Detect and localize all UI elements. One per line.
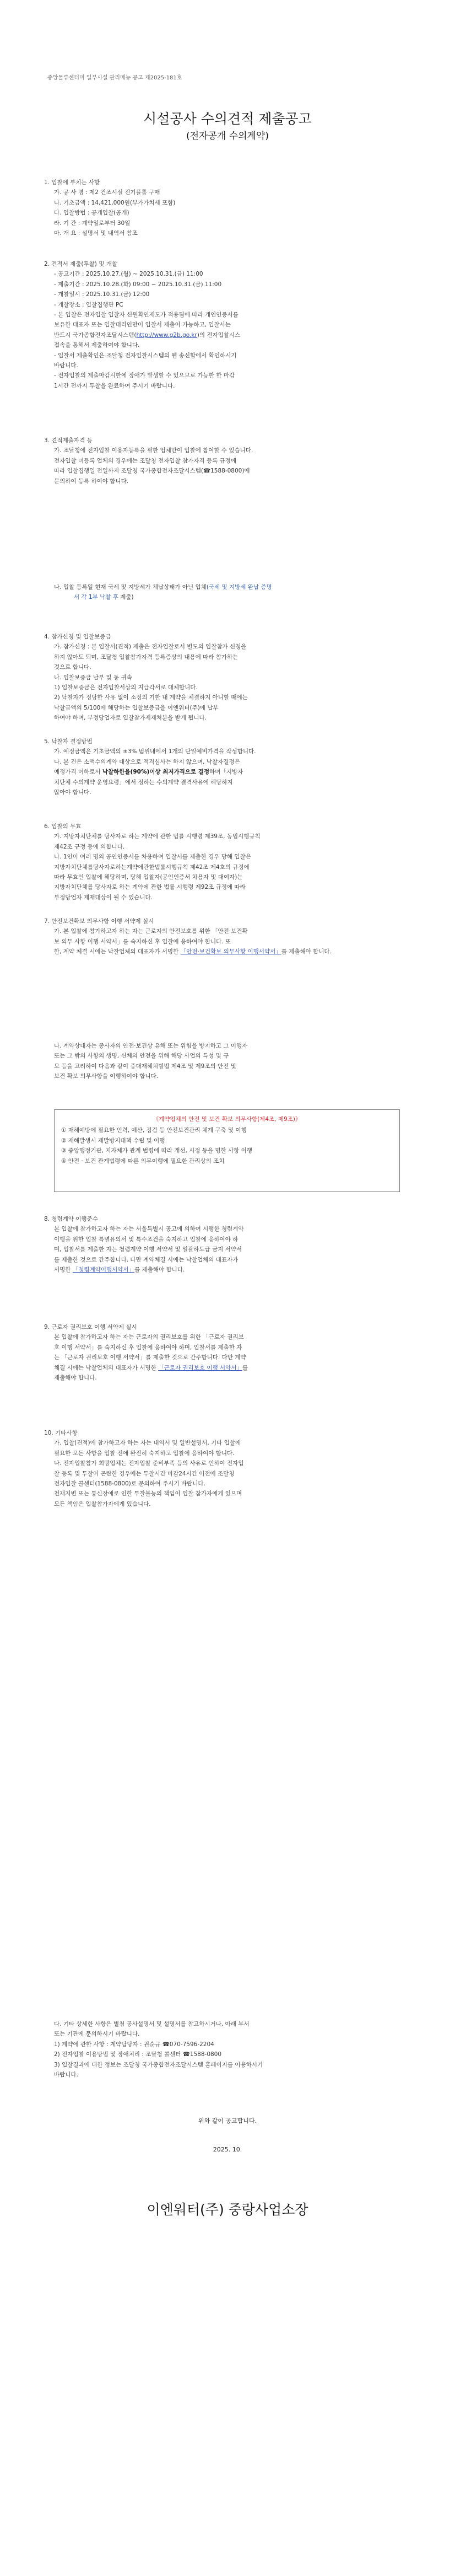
labor-rights-pledge-link[interactable]: 「근로자 권리보호 이행 서약서」 [158, 1364, 242, 1371]
list-item: 반드시 국가종합전자조달시스템(http://www.g2b.go.kr)의 전자입찰시스 [54, 331, 241, 339]
list-item: ③ 중앙행정기관, 지자체가 관계 법령에 따라 개선, 시정 등을 명한 사항 이행 [61, 1147, 252, 1155]
list-item: ② 재해발생시 재발방지대책 수립 및 이행 [61, 1137, 165, 1144]
list-item: 는 「근로자 권리보호 이행 서약서」를 제출한 것으로 간주합니다. 다만 계약 [54, 1354, 246, 1361]
list-item: 다. 기타 상세한 사항은 별첨 공사설명서 및 설명서를 참고하시거나, 아래 부서 [54, 2021, 250, 2027]
bold-text: 낙찰하한율(90%)이상 최저가격으로 결정 [102, 769, 210, 776]
list-item: 치단체 수의계약 운영요령」에서 정하는 수의계약 결격사유에 해당하지 [54, 779, 233, 786]
list-item-text: 체결 시에는 낙찰업체의 대표자가 서명한 [54, 1364, 156, 1371]
section-5 [44, 737, 411, 797]
list-item: 를 제출한 것으로 간주합니다. 다만 계약체결 시에는 낙찰업체의 대표자가 [54, 1256, 239, 1263]
list-item-text: 를 제출해야 합니다. [281, 948, 332, 956]
closing-statement: 위와 같이 공고합니다. [198, 2117, 257, 2124]
section-heading: 8. 청렴계약 이행준수 [44, 1216, 98, 1222]
list-item: 나. 본 건은 소액수의계약 대상으로 적격심사는 하지 않으며, 낙찰자결정은 [54, 758, 240, 765]
section-heading: 5. 낙찰자 결정방법 [44, 738, 93, 745]
list-item: 나. 전자입찰참가 희망업체는 전자입찰 준비부족 등의 사유로 인하여 전자입 [54, 1460, 244, 1467]
list-item [44, 592, 411, 602]
list-item: 전자입찰 미등록 업체의 경우에는 조달청 전자입찰 참가자격 등록 규정에 [54, 457, 236, 464]
list-item: 본 입찰에 참가하고자 하는 자는 서울특별시 공고에 의하여 시행한 청렴계약 [54, 1226, 244, 1233]
list-item: ① 재해예방에 필요한 인력, 예산, 점검 등 안전보건관리 체계 구축 및 이행 [61, 1127, 247, 1134]
highlight-text: 서 각 1부 낙찰 후 [74, 594, 118, 601]
page-title: 시설공사 수의견적 제출공고 [143, 111, 312, 127]
list-item: 가. 참가신청 : 본 입찰서(견적) 제출은 전자입찰로서 별도의 입찰참가 신청을 [54, 643, 247, 651]
box-title: 《계약업체의 안전 및 보건 확보 의무사항(제4조, 제9조)》 [153, 1116, 301, 1123]
list-item: 하지 않아도 되며, 조달청 입찰참가자격 등록증상의 내용에 따라 참가하는 [54, 653, 239, 661]
list-item: 나. 입찰보증금 납부 및 동 귀속 [54, 674, 132, 681]
list-item: 모든 책임은 입찰참가자에게 있습니다. [54, 1500, 151, 1507]
list-item: - 전자입찰의 제출마감시한에 장애가 발생할 수 있으므로 가능한 한 마감 [54, 372, 235, 379]
list-item: 보 의무 사항 이행 서약서」를 숙지하신 후 입찰에 응하여야 합니다. 또 [54, 938, 231, 945]
list-item: - 입찰서 제출확인은 조달청 전자입찰시스템의 웹 송신함에서 확인하시기 [54, 352, 237, 359]
list-item-text: 나. 입찰 등록일 현재 국세 및 지방세가 체납상태가 아닌 업체 [54, 584, 207, 591]
list-item: 가. 조달청에 전자입찰 이용자등록을 필한 업체만이 입찰에 참여할 수 있습니다. [54, 447, 253, 454]
list-item: 필요한 모든 사항을 입찰 전에 완전히 숙지하고 입찰에 응하여야 합니다. [54, 1450, 235, 1457]
highlight-text: (국세 및 지방세 완납 증명 [206, 584, 272, 591]
list-item: 바랍니다. [54, 2071, 78, 2079]
list-item: 이행을 위한 입찰 특별유의서 및 특수조건을 숙지하고 입찰에 응하여야 하 [54, 1236, 239, 1243]
g2b-link[interactable]: http://www.g2b.go.kr [136, 331, 197, 339]
list-item: 가. 예정금액은 기초금액의 ±3% 범위내에서 1개의 단일예비가격을 작성합니다. [54, 748, 256, 755]
list-item: 바랍니다. [54, 362, 78, 369]
section-heading: 4. 참가신청 및 입찰보증금 [44, 634, 111, 640]
section-3-na [44, 582, 411, 603]
list-item: 라. 기 간 : 계약일로부터 30일 [54, 219, 131, 227]
list-item: 가. 지방자치단체를 당사자로 하는 계약에 관한 법률 시행령 제39조, 동법시행규칙 [54, 833, 261, 840]
contact-section [44, 2019, 411, 2080]
list-item: 며, 입찰서를 제출한 자는 청렴계약 이행 서약서 및 일괄하도급 금지 서약서 [54, 1246, 242, 1253]
obligations-box [54, 1109, 400, 1192]
list-item: 것으로 합니다. [54, 664, 91, 671]
section-10 [44, 1428, 411, 1509]
list-item: 천재지변 또는 통신장애로 인한 투찰불능의 책임이 입찰 참가자에게 있으며 [54, 1490, 242, 1498]
list-item [44, 1363, 411, 1373]
list-item: 3) 입찰결과에 대한 정보는 조달청 국가종합전자조달시스템 홈페이지를 이용하시기 [54, 2061, 263, 2068]
list-item [44, 767, 411, 777]
list-item: 1) 입찰보증금은 전자입찰서상의 지급각서로 대체합니다. [54, 684, 198, 691]
section-8 [44, 1214, 411, 1275]
list-item: 보건 확보 의무사항을 이행하여야 합니다. [54, 1073, 159, 1080]
issuer-name: 이엔워터(주) 중랑사업소장 [147, 2202, 308, 2218]
list-item: 1시간 전까지 투찰을 완료하여 주시기 바랍니다. [54, 382, 175, 389]
list-item-text: 예정가격 이하로서 [54, 769, 101, 776]
section-heading: 6. 입찰의 무효 [44, 823, 82, 830]
integrity-pledge-link[interactable]: 「청렴계약이행서약서」 [72, 1266, 135, 1274]
section-9 [44, 1322, 411, 1383]
list-item-text: 반드시 국가종합전자조달시스템 [54, 331, 134, 339]
list-item: 지방자치단체를당사자로하는계약에관한법률시행규칙 제42조 제4호의 규정에 [54, 863, 250, 871]
list-item: - 공고기간 : 2025.10.27.(월) ~ 2025.10.31.(금) 11:00 [54, 271, 203, 278]
document-number: 중앙물류센터미 일부시설 관리매뉴 공고 제2025-181호 [47, 75, 182, 81]
list-item-text: 한, 계약 체결 시에는 낙찰업체의 대표자가 서명한 [54, 948, 179, 956]
list-item: 하여야 하며, 부정당업자로 입찰참가제재처분을 받게 됩니다. [54, 715, 207, 722]
list-item [44, 947, 411, 957]
section-7-na [44, 1041, 411, 1082]
list-item: 찰 등록 및 투찰이 곤란한 경우에는 투찰시간 마감24시간 이전에 조달청 [54, 1470, 235, 1477]
list-item: 따라 입찰집행일 전일까지 조달청 국가종합전자조달시스템(☎1588-0800)에 [54, 468, 250, 475]
list-item: - 개찰일시 : 2025.10.31.(금) 12:00 [54, 291, 150, 298]
section-heading: 2. 견적서 제출(투찰) 및 개찰 [44, 261, 117, 267]
list-item-text: 서명한 [54, 1266, 71, 1274]
list-item-text: 를 [242, 1364, 248, 1371]
list-item: 나. 1인이 여러 명의 공인인증서를 차용하여 입찰서를 제출한 경우 당해 입찰은 [54, 854, 251, 861]
list-item: 가. 공 사 명 : 제2 건조시설 전기플룸 구매 [54, 189, 160, 196]
section-heading: 3. 견적제출자격 등 [44, 437, 93, 444]
list-item: ④ 안전 · 보건 관계법령에 따른 의무이행에 필요한 관리상의 조치 [61, 1157, 225, 1164]
section-3 [44, 436, 411, 486]
list-item: - 개찰장소 : 입찰집행관 PC [54, 301, 123, 308]
page-subtitle: (전자공개 수의계약) [186, 131, 269, 142]
section-7 [44, 916, 411, 957]
list-item: 보유한 대표자 또는 입찰대리인만이 입찰서 제출이 가능하고, 입찰서는 [54, 321, 231, 329]
list-item-text: 하며「지방자 [209, 769, 243, 776]
section-1 [44, 178, 411, 238]
list-item: 문의하여 등록 하여야 합니다. [54, 477, 129, 485]
list-item: 제42조 규정 등에 의합니다. [54, 843, 125, 850]
list-item: 낙찰금액의 5/100에 해당하는 입찰보증금을 이엔워터(주)에 납부 [54, 704, 219, 711]
list-item: 지방자치단체를 당사자로 하는 계약에 관한 법률 시행령 제92조 규정에 따라 [54, 884, 246, 891]
list-item [44, 582, 411, 592]
list-item: - 제출기간 : 2025.10.28.(화) 09:00 ~ 2025.10.31.(금) 11:00 [54, 281, 222, 288]
section-heading: 10. 기타사항 [44, 1430, 78, 1436]
list-item: 않아야 합니다. [54, 789, 91, 796]
list-item: 1) 계약에 관한 사항 : 계약담당자 : 권순규 ☎070-7596-2204 [54, 2041, 214, 2048]
section-heading: 9. 근로자 권리보호 이행 서약제 실시 [44, 1324, 137, 1330]
list-item: 나. 계약상대자는 종사자의 안전·보건상 유해 또는 위험을 방지하고 그 이행자 [54, 1043, 248, 1049]
announcement-date: 2025. 10. [213, 2146, 242, 2153]
list-item: 부정당업자 제재대상이 될 수 있습니다. [54, 894, 153, 901]
list-item-text: 제출) [120, 594, 134, 601]
list-item: 전자입찰 콜센터(1588-0800)로 문의하여 주시기 바랍니다. [54, 1480, 205, 1488]
list-item: 2) 전자입찰 이용방법 및 장애처리 : 조달청 콜센터 ☎1588-0800 [54, 2051, 222, 2058]
list-item: - 본 입찰은 전자입찰 입찰자 신원확인제도가 적용됨에 따라 개인인증서를 [54, 312, 239, 319]
list-item: 본 입찰에 참가하고자 하는 자는 근로자의 권리보호를 위한 「근로자 권리보 [54, 1334, 244, 1341]
safety-pledge-link[interactable]: 「안전·보건확보 의무사항 이행서약서」 [180, 948, 281, 956]
list-item: 가. 입찰(견적)에 참가하고자 하는 자는 내역서 및 일반설명서, 기타 입찰에 [54, 1440, 241, 1447]
list-item: 따라 무효인 입찰에 해당하며, 당해 입찰자(공인인증서 차용자 및 대여자)는 [54, 874, 243, 881]
list-item: 호 이행 서약서」를 숙지하신 후 입찰에 응하여야 하며, 입찰서를 제출한 자 [54, 1344, 242, 1351]
list-item [44, 1265, 411, 1275]
list-item: 가. 본 입찰에 참가하고자 하는 자는 근로자의 안전보호를 위한 「안전·보건확 [54, 928, 248, 935]
section-2 [44, 259, 411, 391]
section-6 [44, 822, 411, 903]
section-heading: 1. 입찰에 부치는 사항 [44, 179, 100, 186]
list-item: 또는 그 밖의 사항의 생명, 신체의 안전을 위해 해당 사업의 특성 및 규 [54, 1053, 229, 1060]
list-item: 모 등을 고려하여 다음과 같이 중대재해처벌법 제4조 및 제9조의 안전 및 [54, 1062, 236, 1070]
list-item: 2) 낙찰자가 정당한 사유 없이 소정의 기한 내 계약을 체결하지 아니할 때에는 [54, 694, 248, 701]
section-heading: 7. 안전보건확보 의무사항 이행 서약제 실시 [44, 918, 154, 925]
list-item: 다. 입찰방법 : 공개입찰(공개) [54, 210, 129, 217]
list-item-text: 의 전자입찰시스 [199, 331, 241, 339]
list-item: 마. 개 요 : 설명서 및 내역서 참조 [54, 230, 138, 237]
list-item-text: 를 제출해야 합니다. [134, 1266, 185, 1274]
section-4 [44, 632, 411, 723]
list-item: 제출해야 합니다. [54, 1375, 97, 1382]
list-item: 나. 기초금액 : 14,421,000원(부가가치세 포함) [54, 199, 176, 206]
list-item: 접속을 통해서 제출하여야 합니다. [54, 342, 140, 349]
list-item: 또는 기관에 문의하시기 바랍니다. [54, 2031, 140, 2038]
